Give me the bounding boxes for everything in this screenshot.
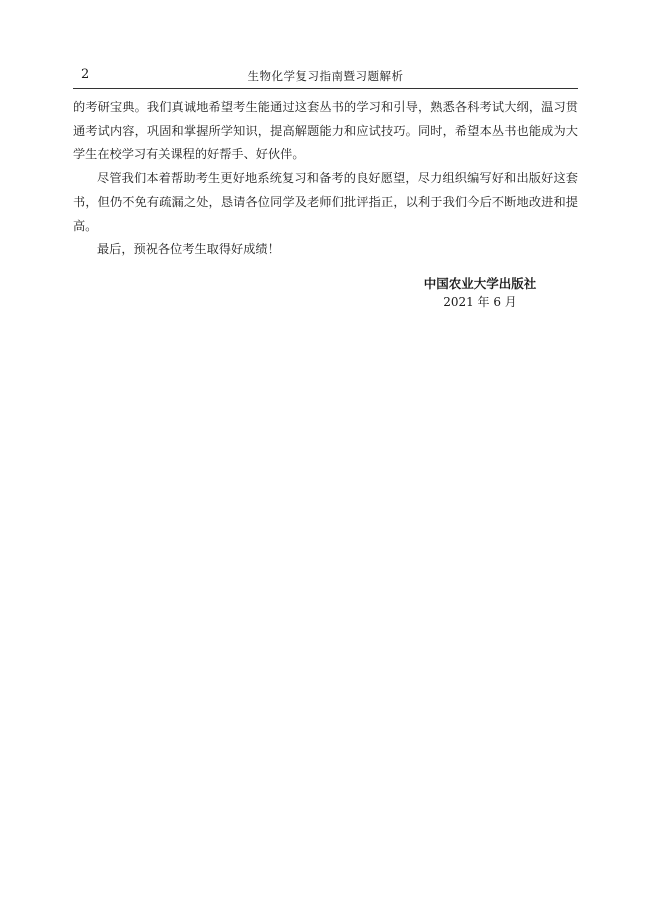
signature-date: 2021 年 6 月	[443, 295, 517, 309]
publisher-name: 中国农业大学出版社	[423, 276, 537, 291]
body-text	[73, 96, 578, 262]
paragraph: 尽管我们本着帮助考生更好地系统复习和备考的良好愿望，尽力组织编写好和出版好这套书，但仍不免有疏漏之处，恳请各位同学及老师们批评指正，以利于我们今后不断地改进和提高。	[73, 171, 578, 233]
signature-block	[390, 275, 570, 311]
paragraph-closing: 最后，预祝各位考生取得好成绩！	[97, 242, 280, 257]
running-title: 生物化学复习指南暨习题解析	[247, 69, 404, 83]
paragraph-continued: 的考研宝典。我们真诚地希望考生能通过这套丛书的学习和引导，熟悉各科考试大纲，温习贯通考试内容，巩固和掌握所学知识，提高解题能力和应试技巧。同时，希望本丛书也能成为大学生在校学习有关课程的好帮手、好伙伴。	[73, 100, 578, 162]
page-number: 2	[81, 67, 90, 82]
page-header	[73, 66, 578, 89]
